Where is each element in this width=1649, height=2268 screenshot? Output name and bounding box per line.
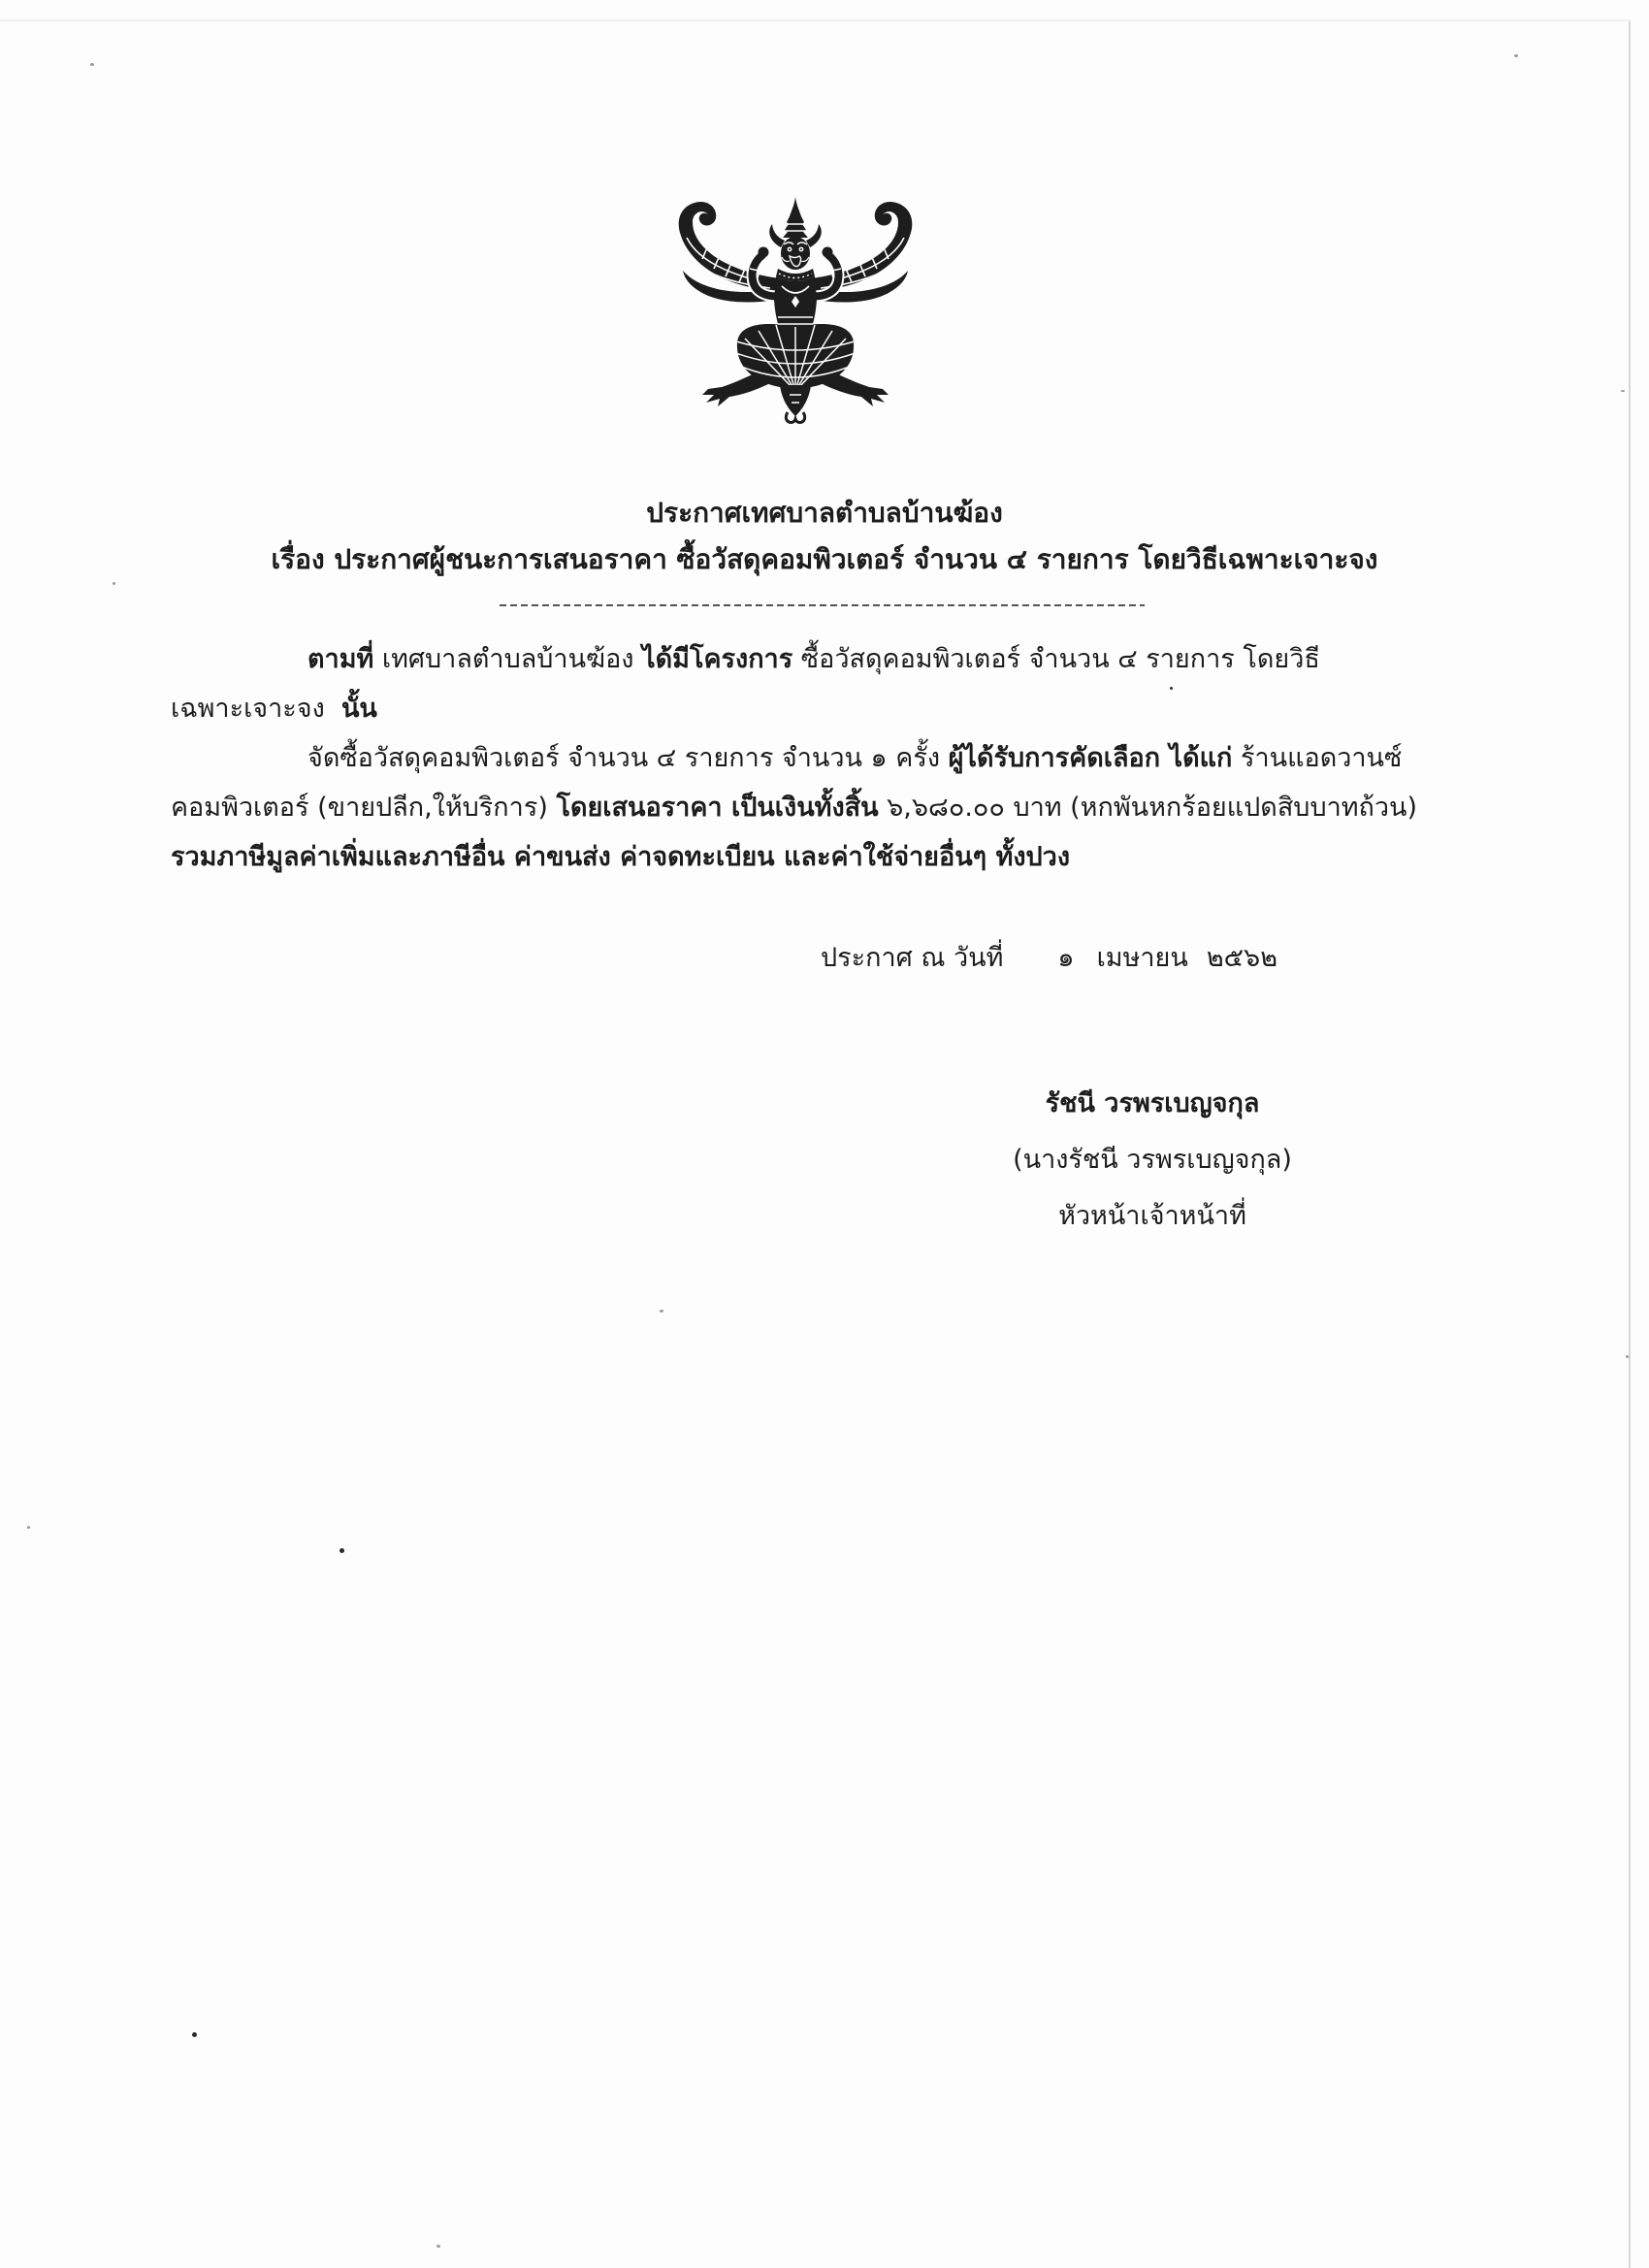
- p2-l2-seg-1: คอมพิวเตอร์ (ขายปลีก,ให้บริการ): [171, 793, 557, 823]
- garuda-emblem: [669, 197, 922, 426]
- announcement-subject: เรื่อง ประกาศผู้ชนะการเสนอราคา ซื้อวัสดุคอมพิวเตอร์ จำนวน ๔ รายการ โดยวิธีเฉพาะเจาะจง: [271, 543, 1378, 575]
- scan-speck: [27, 1526, 30, 1529]
- emblem-lower-body: [733, 323, 857, 423]
- scan-speck: [436, 2245, 440, 2248]
- scan-speck: [1514, 54, 1518, 57]
- paragraph-2-line-2: [146, 783, 1552, 832]
- announcement-body: [146, 634, 1552, 882]
- date-day: ๑: [1057, 943, 1075, 973]
- p1-l1-seg-3: ได้มีโครงการ: [642, 644, 793, 674]
- signature-block: [910, 1076, 1395, 1245]
- date-month: เมษายน: [1096, 943, 1188, 973]
- emblem-torso: [774, 269, 817, 327]
- paragraph-2-line-3: [146, 832, 1552, 882]
- paragraph-2-line-1: [146, 733, 1552, 783]
- paragraph-1-line-1: [146, 634, 1552, 684]
- scan-speck: [660, 1310, 663, 1312]
- p2-l2-seg-2: โดยเสนอราคา เป็นเงินทั้งสิ้น: [556, 793, 879, 823]
- scan-edge-right: [1629, 21, 1631, 2268]
- scan-speck: [192, 2032, 197, 2037]
- dashed-divider: [500, 604, 1145, 606]
- paragraph-1-line-2: [146, 684, 1552, 733]
- p2-l3-seg-1: รวมภาษีมูลค่าเพิ่มและภาษีอื่น ค่าขนส่ง ค่าจดทะเบียน และค่าใช้จ่ายอื่นๆ ทั้งปวง: [171, 842, 1071, 872]
- document-content: [146, 490, 1552, 1245]
- p2-l1-seg-2: ผู้ได้รับการคัดเลือก ได้แก่: [948, 743, 1233, 773]
- p2-l1-seg-3: ร้านแอดวานซ์: [1232, 743, 1403, 773]
- p1-l2-seg-1: เฉพาะเจาะจง: [171, 694, 341, 724]
- signer-full-name: (นางรัชนี วรพรเบญจกุล): [1013, 1145, 1292, 1175]
- announcement-date: [146, 933, 1552, 983]
- p1-l1-seg-4: ซื้อวัสดุคอมพิวเตอร์ จำนวน ๔ รายการ โดยวิธี: [792, 644, 1320, 674]
- signer-position: หัวหน้าเจ้าหน้าที่: [1058, 1201, 1246, 1231]
- date-year: ๒๕๖๒: [1206, 943, 1277, 973]
- scan-edge-top: [0, 19, 1631, 21]
- date-label: ประกาศ ณ วันที่: [821, 943, 1004, 973]
- scan-speck: [1621, 390, 1625, 392]
- emblem-crown: [783, 197, 808, 238]
- emblem-head: [781, 237, 810, 270]
- p1-l1-seg-2: เทศบาลตำบลบ้านฆ้อง: [373, 644, 643, 674]
- p1-l2-seg-2: นั้น: [340, 694, 377, 724]
- signed-name: รัชนี วรพรเบญจกุล: [1045, 1088, 1260, 1118]
- p1-l1-seg-1: ตามที่: [307, 644, 374, 674]
- scan-speck: [1626, 1355, 1629, 1358]
- p2-l2-seg-3: ๖,๖๘๐.๐๐ บาท (หกพันหกร้อยแปดสิบบาทถ้วน): [878, 793, 1418, 823]
- scan-speck: [90, 63, 94, 66]
- announcement-title: ประกาศเทศบาลตำบลบ้านฆ้อง: [646, 497, 1003, 529]
- scan-speck: [340, 1548, 344, 1553]
- announcement-header: [146, 490, 1504, 583]
- scan-speck: [113, 582, 115, 585]
- p2-l1-seg-1: จัดซื้อวัสดุคอมพิวเตอร์ จำนวน ๔ รายการ จำนวน ๑ ครั้ง: [307, 743, 949, 773]
